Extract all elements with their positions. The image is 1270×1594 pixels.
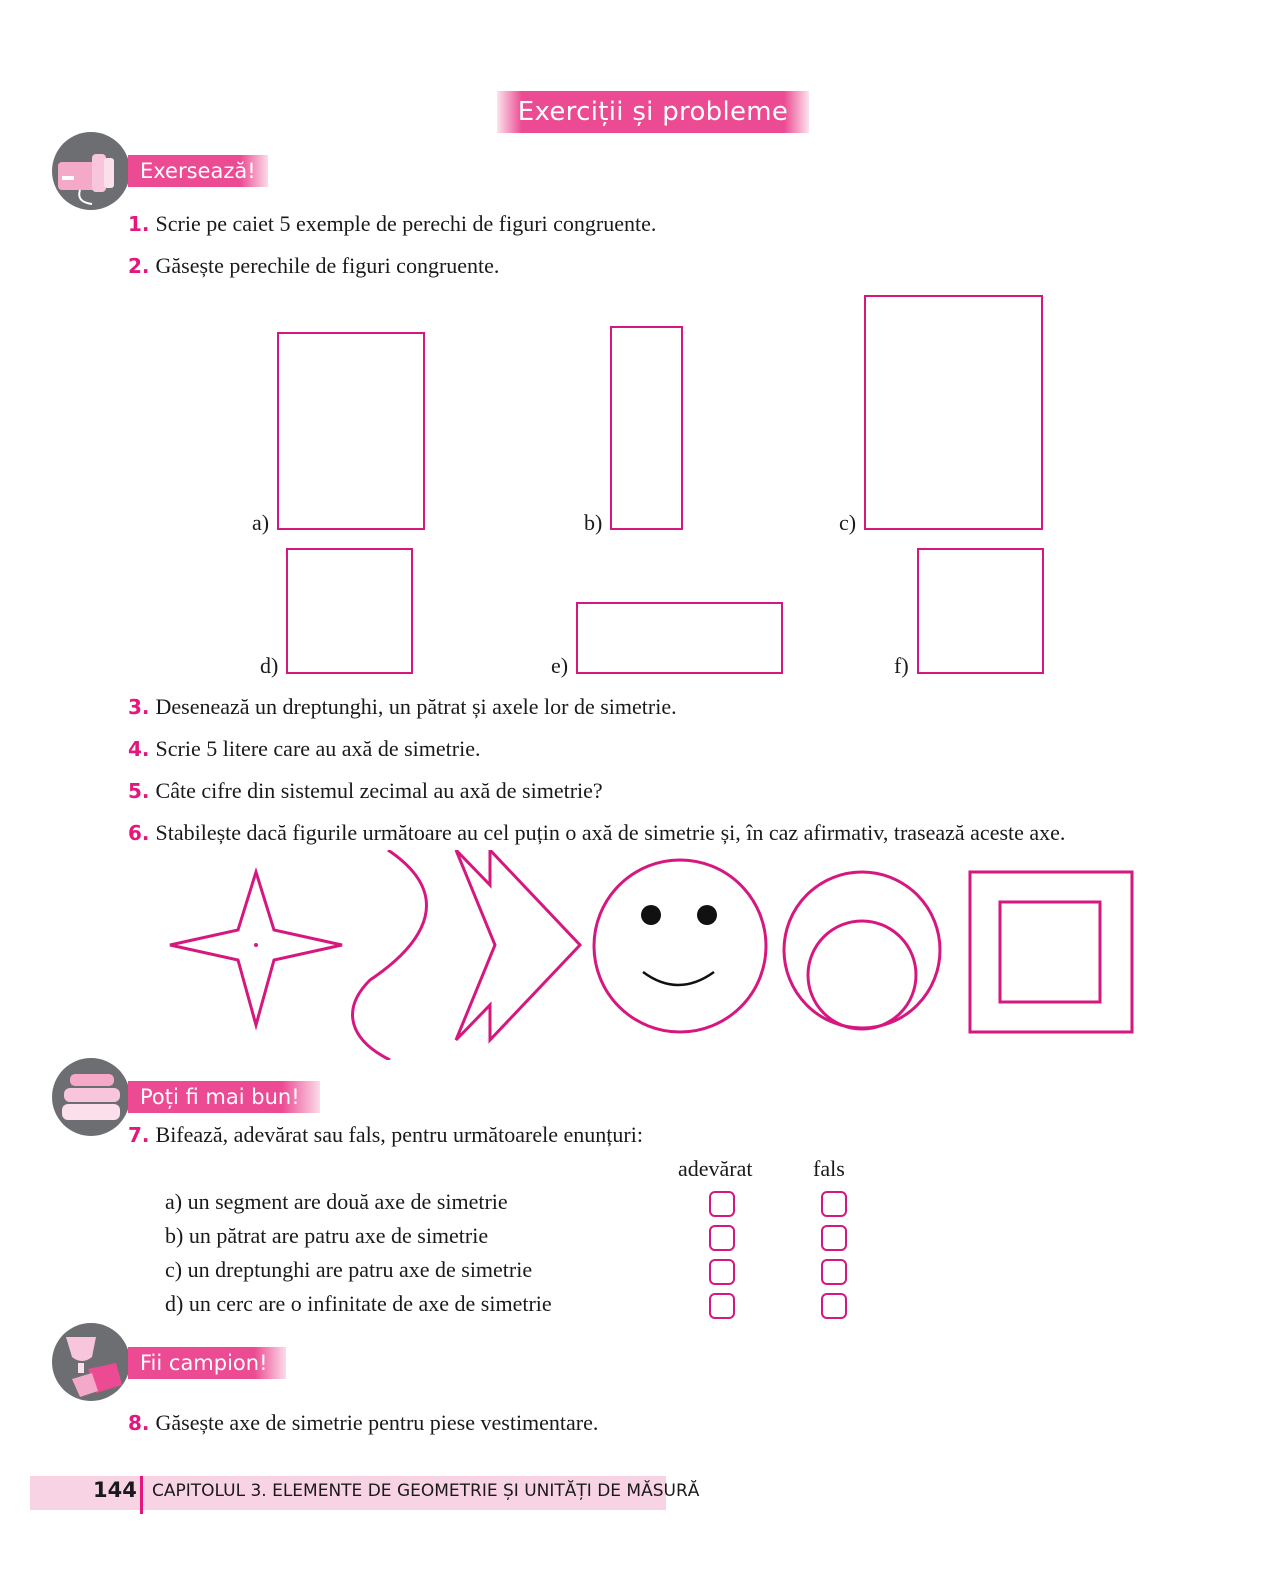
figure-e	[577, 603, 782, 673]
question-2: 2. Găsește perechile de figuri congruente.	[128, 253, 500, 278]
figure-a	[278, 333, 424, 529]
question-1: 1. Scrie pe caiet 5 exemple de perechi de figuri congruente.	[128, 211, 657, 236]
figure-f	[918, 549, 1043, 673]
checkbox-a-true[interactable]	[709, 1191, 735, 1217]
question-3: 3. Desenează un dreptunghi, un pătrat și axele lor de simetrie.	[128, 694, 677, 719]
checkbox-b-true[interactable]	[709, 1225, 735, 1251]
checkbox-b-false[interactable]	[821, 1225, 847, 1251]
symmetry-figures	[0, 850, 1270, 1060]
arrow-figure	[456, 850, 580, 1040]
figure-label-a: a)	[252, 510, 270, 535]
checkbox-c-true[interactable]	[709, 1259, 735, 1285]
question-7: 7. Bifează, adevărat sau fals, pentru următoarele enunțuri:	[128, 1122, 643, 1147]
section-fii-campion: Fii campion!	[128, 1347, 286, 1379]
figure-label-e: e)	[551, 653, 569, 678]
section-exerseaza: Exersează!	[128, 155, 268, 187]
page-number: 144	[93, 1478, 137, 1502]
question-4: 4. Scrie 5 litere care au axă de simetrie.	[128, 736, 481, 761]
statement-c: c) un dreptunghi are patru axe de simetrie	[165, 1257, 533, 1282]
smiley-figure	[594, 860, 766, 1032]
figure-label-d: d)	[260, 653, 279, 678]
question-8: 8. Găsește axe de simetrie pentru piese vestimentare.	[128, 1410, 599, 1435]
checkbox-d-false[interactable]	[821, 1293, 847, 1319]
statement-b: b) un pătrat are patru axe de simetrie	[165, 1223, 489, 1248]
nested-circles-figure	[784, 872, 940, 1029]
figure-label-b: b)	[584, 510, 603, 535]
statement-d: d) un cerc are o infinitate de axe de simetrie	[165, 1291, 552, 1316]
figure-label-c: c)	[839, 510, 857, 535]
figure-label-f: f)	[894, 653, 909, 678]
s-curve-figure	[353, 850, 427, 1060]
statement-a: a) un segment are două axe de simetrie	[165, 1189, 508, 1214]
question-6: 6. Stabilește dacă figurile următoare au cel puțin o axă de simetrie și, în caz afirmativ, trasează aceste axe.	[128, 820, 1066, 845]
figure-b	[611, 327, 682, 529]
checkbox-c-false[interactable]	[821, 1259, 847, 1285]
section-poti-fi-mai-bun: Poți fi mai bun!	[128, 1081, 320, 1113]
chapter-title: CAPITOLUL 3. ELEMENTE DE GEOMETRIE ȘI UNITĂȚI DE MĂSURĂ	[152, 1481, 700, 1501]
page-title: Exerciții și probleme	[497, 91, 809, 133]
books-icon	[52, 1058, 130, 1136]
checkbox-a-false[interactable]	[821, 1191, 847, 1217]
figure-c	[865, 296, 1042, 529]
false-column-header: fals	[813, 1156, 845, 1181]
trophy-icon	[52, 1323, 130, 1401]
checkbox-d-true[interactable]	[709, 1293, 735, 1319]
nested-squares-figure	[970, 872, 1132, 1032]
true-column-header: adevărat	[678, 1156, 753, 1181]
congruent-figures	[0, 0, 1270, 700]
question-5: 5. Câte cifre din sistemul zecimal au axă de simetrie?	[128, 778, 603, 803]
figure-d	[287, 549, 412, 673]
star-figure	[170, 872, 342, 1025]
footer-divider	[140, 1476, 143, 1514]
